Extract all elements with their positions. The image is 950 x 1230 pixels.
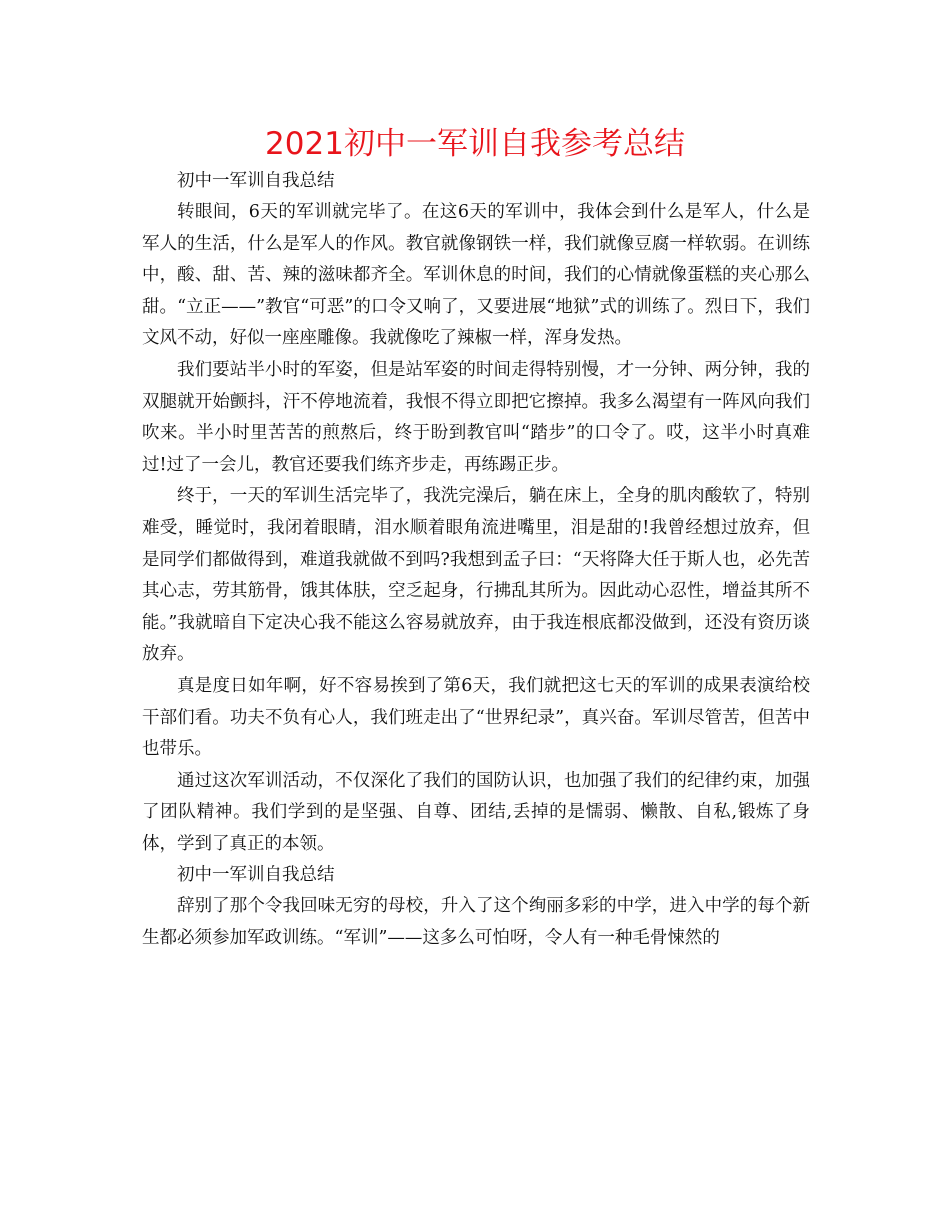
paragraph: 我们要站半小时的军姿，但是站军姿的时间走得特别慢，才一分钟、两分钟，我的双腿就开始颤抖，汗不停地流着，我恨不得立即把它擦掉。我多么渴望有一阵风向我们吹来。半小时里苦苦的煎熬后，终于盼到教官叫“踏步”的口令了。哎，这半小时真难过!过了一会儿，教官还要我们练齐步走，再练踢正步。 <box>142 359 810 475</box>
paragraph: 通过这次军训活动，不仅深化了我们的国防认识，也加强了我们的纪律约束，加强了团队精神。我们学到的是坚强、自尊、团结,丢掉的是懦弱、懒散、自私,锻炼了身体，学到了真正的本领。 <box>142 770 810 854</box>
paragraph: 转眼间，6天的军训就完毕了。在这6天的军训中，我体会到什么是军人，什么是军人的生活，什么是军人的作风。教官就像钢铁一样，我们就像豆腐一样软弱。在训练中，酸、甜、苦、辣的滋味都齐全。军训休息的时间，我们的心情就像蛋糕的夹心那么甜。“立正——”教官“可恶”的口令又响了，又要进展“地狱”式的训练了。烈日下，我们文风不动，好似一座座雕像。我就像吃了辣椒一样，浑身发热。 <box>142 202 810 349</box>
document-body <box>142 166 810 955</box>
paragraph: 辞别了那个令我回味无穷的母校，升入了这个绚丽多彩的中学，进入中学的每个新生都必须参加军政训练。“军训”——这多么可怕呀，令人有一种毛骨悚然的 <box>142 896 810 949</box>
paragraph: 真是度日如年啊，好不容易挨到了第6天，我们就把这七天的军训的成果表演给校干部们看。功夫不负有心人，我们班走出了“世界纪录”，真兴奋。军训尽管苦，但苦中也带乐。 <box>142 675 810 760</box>
paragraph: 终于，一天的军训生活完毕了，我洗完澡后，躺在床上，全身的肌肉酸软了，特别难受，睡觉时，我闭着眼睛，泪水顺着眼角流进嘴里，泪是甜的!我曾经想过放弃，但是同学们都做得到，难道我就做不到吗?我想到孟子曰：“天将降大任于斯人也，必先苦其心志，劳其筋骨，饿其体肤，空乏起身，行拂乱其所为。因此动心忍性，增益其所不能。”我就暗自下定决心我不能这么容易就放弃，由于我连根底都没做到，还没有资历谈放弃。 <box>142 486 810 665</box>
document-title: 2021初中一军训自我参考总结 <box>265 126 685 162</box>
section-heading: 初中一军训自我总结 <box>177 171 335 191</box>
section-heading: 初中一军训自我总结 <box>177 865 335 886</box>
